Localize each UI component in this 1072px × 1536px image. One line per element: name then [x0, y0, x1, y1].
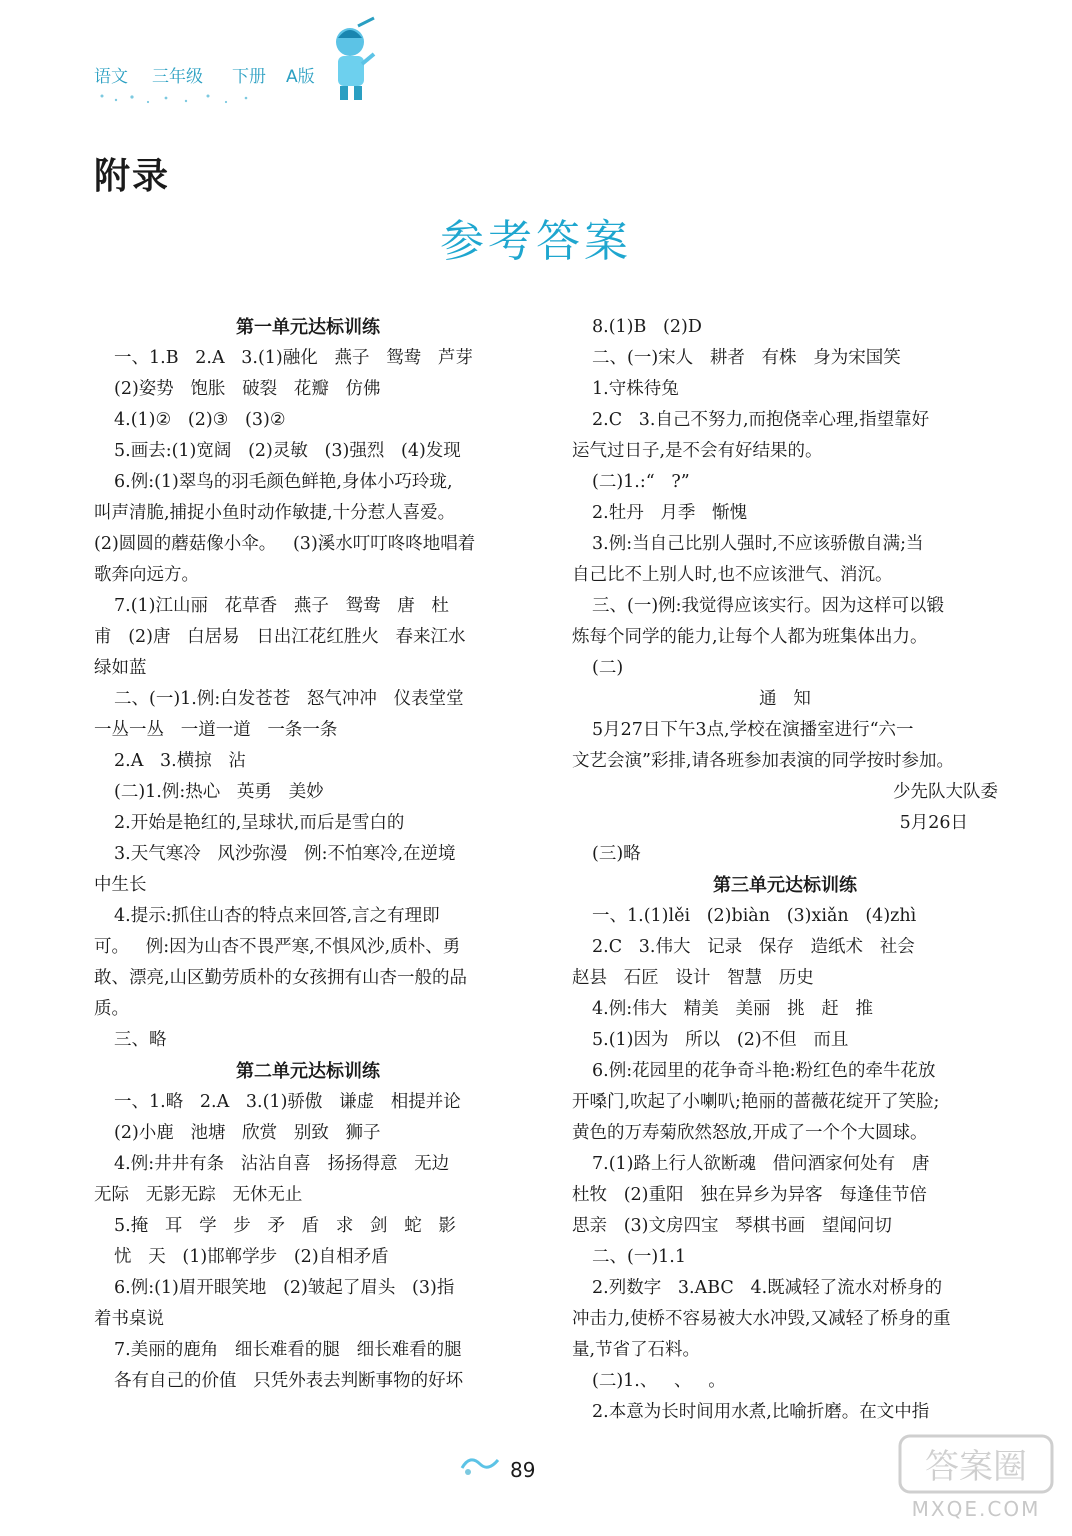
answer-line: 三、(一)例:我觉得应该实行。因为这样可以锻 [592, 596, 945, 616]
answer-line: 3.天气寒冷 风沙弥漫 例:不怕寒冷,在逆境 [114, 844, 456, 864]
answer-line: 2.C 3.自己不努力,而抱侥幸心理,指望靠好 [592, 410, 930, 430]
answer-line: (二)1.:“ ?” [592, 472, 690, 492]
watermark-title: 答案圈 [925, 1447, 1027, 1487]
answer-line: 4.例:井井有条 沾沾自喜 扬扬得意 无边 [114, 1154, 450, 1174]
answer-line: 6.例:(1)翠鸟的羽毛颜色鲜艳,身体小巧玲珑, [114, 472, 453, 492]
answer-line: 量,节省了石料。 [572, 1340, 701, 1360]
header-subject: 语文 [94, 67, 128, 87]
answer-line: 三、略 [114, 1030, 167, 1050]
answer-line: 无际 无影无踪 无休无止 [94, 1185, 303, 1205]
answer-line: (2)圆圆的蘑菇像小伞。 (3)溪水叮叮咚咚地唱着 [94, 534, 476, 554]
answer-line: 赵县 石匠 设计 智慧 历史 [572, 968, 814, 988]
answer-line: 叫声清脆,捕捉小鱼时动作敏捷,十分惹人喜爱。 [94, 503, 456, 523]
answer-line: 2.C 3.伟大 记录 保存 造纸术 社会 [592, 937, 915, 957]
answer-line: (三)略 [592, 844, 641, 864]
answer-line: 甫 (2)唐 白居易 日出江花红胜火 春来江水 [94, 627, 466, 647]
answer-line: 5月27日下午3点,学校在演播室进行“六一 [592, 720, 914, 740]
answer-line: 7.(1)路上行人欲断魂 借问酒家何处有 唐 [592, 1154, 930, 1174]
section-heading: 第二单元达标训练 [236, 1061, 380, 1082]
appendix-heading: 附录 [94, 156, 171, 197]
header-term: 下册 [232, 67, 266, 87]
header-grade: 三年级 [152, 67, 203, 87]
notice-title: 通 知 [759, 689, 811, 709]
footer-ornament-icon [458, 1452, 502, 1478]
header-edition: A版 [286, 67, 315, 87]
answer-line: 炼每个同学的能力,让每个人都为班集体出力。 [572, 627, 928, 647]
answer-line: 8.(1)B (2)D [592, 317, 702, 337]
answer-line: 绿如蓝 [94, 658, 147, 678]
right-answer-column [572, 312, 998, 1428]
answer-line: 开嗓门,吹起了小喇叭;艳丽的蔷薇花绽开了笑脸; [572, 1092, 940, 1112]
answer-line: 文艺会演”彩排,请各班参加表演的同学按时参加。 [572, 751, 955, 771]
answer-line: 歌奔向远方。 [94, 565, 199, 585]
answer-key-title: 参考答案 [440, 216, 632, 267]
answer-line: 3.例:当自己比别人强时,不应该骄傲自满;当 [592, 534, 924, 554]
answer-line: 二、(一)1.例:白发苍苍 怒气冲冲 仪表堂堂 [114, 689, 464, 709]
notice-signature: 少先队大队委 [893, 782, 998, 802]
answer-line: (二)1.、 、 。 [592, 1371, 726, 1391]
answer-line: 4.提示:抓住山杏的特点来回答,言之有理即 [114, 906, 440, 926]
answer-line: 4.(1)② (2)③ (3)② [114, 410, 286, 430]
answer-line: 7.(1)江山丽 花草香 燕子 鸳鸯 唐 杜 [114, 596, 449, 616]
answer-line: 着书桌说 [94, 1309, 164, 1329]
cartoon-child-icon [322, 16, 382, 106]
answer-line: 黄色的万寿菊欣然怒放,开成了一个个大圆球。 [572, 1123, 928, 1143]
answer-line: 6.例:(1)眉开眼笑地 (2)皱起了眉头 (3)指 [114, 1278, 455, 1298]
answer-line: 2.本意为长时间用水煮,比喻折磨。在文中指 [592, 1402, 930, 1422]
answer-line: 5.(1)因为 所以 (2)不但 而且 [592, 1030, 849, 1050]
answer-line: 自己比不上别人时,也不应该泄气、消沉。 [572, 565, 893, 585]
page-number: 89 [510, 1458, 536, 1482]
answer-line: 二、(一)宋人 耕者 有株 身为宋国笑 [592, 348, 901, 368]
section-heading: 第一单元达标训练 [236, 317, 380, 338]
answer-line: 2.A 3.横掠 沾 [114, 751, 246, 771]
answer-line: 5.掩 耳 学 步 矛 盾 求 剑 蛇 影 [114, 1216, 456, 1236]
answer-line: 2.牡丹 月季 惭愧 [592, 503, 748, 523]
answer-line: 各有自己的价值 只凭外表去判断事物的好坏 [114, 1371, 464, 1391]
left-answer-column [94, 312, 522, 1397]
answer-line: 1.守株待兔 [592, 379, 679, 399]
answer-line: 一、1.B 2.A 3.(1)融化 燕子 鸳鸯 芦芽 [114, 348, 473, 368]
answer-line: 运气过日子,是不会有好结果的。 [572, 441, 823, 461]
answer-line: (二)1.例:热心 英勇 美妙 [114, 782, 324, 802]
watermark-url: MXQE.COM [911, 1497, 1041, 1521]
answer-line: 5.画去:(1)宽阔 (2)灵敏 (3)强烈 (4)发现 [114, 441, 461, 461]
answer-line: 冲击力,使桥不容易被大水冲毁,又减轻了桥身的重 [572, 1309, 951, 1329]
header-dots-decoration [96, 92, 266, 106]
answer-line: 一丛一丛 一道一道 一条一条 [94, 720, 338, 740]
answer-line: 中生长 [94, 875, 147, 895]
answer-line: 可。 例:因为山杏不畏严寒,不惧风沙,质朴、勇 [94, 937, 461, 957]
answer-line: 4.例:伟大 精美 美丽 挑 赶 推 [592, 999, 874, 1019]
answer-line: 一、1.略 2.A 3.(1)骄傲 谦虚 相提并论 [114, 1092, 461, 1112]
answer-line: 忧 天 (1)邯郸学步 (2)自相矛盾 [114, 1247, 389, 1267]
answer-line: 质。 [94, 999, 129, 1019]
answer-line: 7.美丽的鹿角 细长难看的腿 细长难看的腿 [114, 1340, 462, 1360]
answer-line: 6.例:花园里的花争奇斗艳:粉红色的牵牛花放 [592, 1061, 936, 1081]
answer-line: 杜牧 (2)重阳 独在异乡为异客 每逢佳节倍 [572, 1185, 927, 1205]
answer-line: 敢、漂亮,山区勤劳质朴的女孩拥有山杏一般的品 [94, 968, 468, 988]
answer-line: 2.开始是艳红的,呈球状,而后是雪白的 [114, 813, 405, 833]
watermark-logo [896, 1432, 1056, 1524]
section-heading: 第三单元达标训练 [713, 875, 857, 896]
answer-line: 思亲 (3)文房四宝 琴棋书画 望闻问切 [572, 1216, 892, 1236]
answer-line: 2.列数字 3.ABC 4.既减轻了流水对桥身的 [592, 1278, 943, 1298]
answer-line: (2)小鹿 池塘 欣赏 别致 狮子 [114, 1123, 381, 1143]
notice-date: 5月26日 [899, 813, 968, 833]
answer-line: 二、(一)1.1 [592, 1247, 686, 1267]
answer-line: (2)姿势 饱胀 破裂 花瓣 仿佛 [114, 379, 381, 399]
answer-line: (二) [592, 658, 624, 678]
answer-line: 一、1.(1)lěi (2)biàn (3)xiǎn (4)zhì [592, 906, 917, 926]
